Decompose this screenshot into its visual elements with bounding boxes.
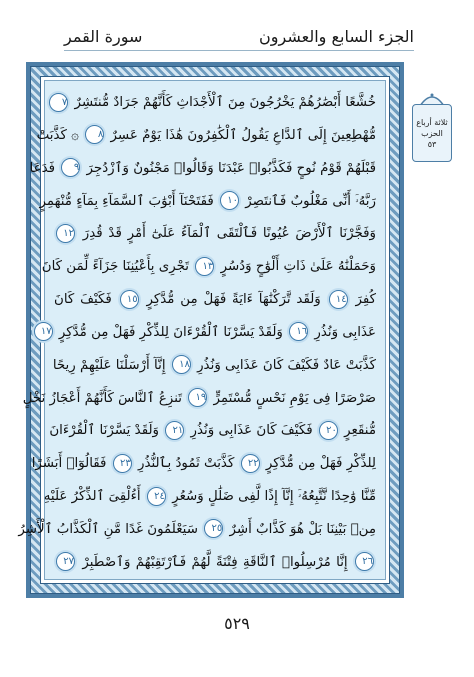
verse-text: تَجْرِى بِأَعْيُنِنَا جَزَآءً لِّمَن كَانَ	[41, 259, 190, 275]
verse-line	[36, 121, 376, 151]
verse-lines	[18, 88, 377, 578]
verse-text: فَكَيْفَ كَانَ	[54, 292, 112, 308]
verse-line	[54, 351, 376, 381]
ayah-number-marker: ٢٠	[319, 421, 338, 440]
ayah-number-marker: ١٨	[172, 355, 191, 374]
juz-name: الجزء السابع والعشرون	[259, 26, 414, 46]
ayah-number-marker: ٢٣	[113, 454, 132, 473]
verse-line	[49, 416, 376, 446]
verse-text: كَذَّبَتْ عَادٌ فَكَيْفَ كَانَ عَذَابِى وَنُذُرِ	[197, 357, 376, 373]
ayah-number-marker: ١٢	[56, 224, 75, 243]
verse-line	[40, 318, 376, 348]
ayah-number-marker: ١٣	[195, 257, 214, 276]
verse-text: وَفَجَّرْنَا ٱلْأَرْضَ عُيُونًا فَٱلْتَقَى ٱلْمَآءُ عَلَىٰٓ أَمْرٍ قَدْ قُدِرَ	[82, 226, 376, 242]
verse-text: خُشَّعًا أَبْصَٰرُهُمْ يَخْرُجُونَ مِنَ ٱلْأَجْدَاثِ كَأَنَّهُمْ جَرَادٌ مُّنتَشِرٌ	[74, 95, 376, 110]
hizb-marker-label: الحزب	[421, 128, 443, 138]
verse-text: مِنۢ بَيْنِنَا بَلْ هُوَ كَذَّابٌ أَشِرٌ	[229, 521, 376, 537]
header-divider	[64, 50, 414, 51]
verse-text: كَذَّبَتْ ثَمُودُ بِٱلنُّذُرِ	[138, 456, 235, 472]
hizb-marker	[410, 92, 454, 164]
ayah-number-marker: ٩	[61, 158, 80, 177]
ayah-number-marker: ٢٦	[355, 552, 374, 571]
verse-line	[39, 187, 376, 217]
verse-text: كُفِرَ	[355, 292, 377, 308]
ayah-number-marker: ٢٢	[241, 454, 260, 473]
ayah-number-marker: ٨	[85, 125, 104, 144]
surah-name: سورة القمر	[64, 26, 143, 46]
ayah-number-marker: ١٧	[34, 322, 53, 341]
verse-text: فَدَعَا	[29, 160, 55, 176]
ayah-number-marker: ٢١	[165, 421, 184, 440]
verse-text: فَفَتَحْنَآ أَبْوَٰبَ ٱلسَّمَآءِ بِمَآءٍ مُّنْهَمِرٍ	[39, 193, 214, 209]
verse-line	[54, 548, 376, 578]
verse-line	[43, 482, 376, 512]
verse-text: تَنزِعُ ٱلنَّاسَ كَأَنَّهُمْ أَعْجَازُ نَخْلٍ	[22, 390, 182, 406]
ayah-number-marker: ١٤	[329, 290, 348, 309]
verse-text: عَذَابِى وَنُذُرِ	[314, 324, 376, 340]
verse-text: ۞ كَذَّبَتْ	[36, 127, 80, 143]
verse-line	[29, 154, 376, 184]
verse-text: قَبْلَهُمْ قَوْمُ نُوحٍ فَكَذَّبُوا۟ عَبْدَنَا وَقَالُوا۟ مَجْنُونٌ وَٱزْدُجِرَ	[86, 160, 376, 176]
verse-line	[41, 252, 376, 282]
verse-text: لِلذِّكْرِ فَهَلْ مِن مُّدَّكِرٍ	[265, 456, 376, 472]
verse-text: أَءُلْقِىَ ٱلذِّكْرُ عَلَيْهِ	[43, 489, 141, 505]
verse-line	[54, 219, 376, 249]
verse-text: وَلَقَدْ يَسَّرْنَا ٱلْقُرْءَانَ لِلذِّكْرِ فَهَلْ مِن مُّدَّكِرٍ	[58, 324, 283, 340]
ayah-number-marker: ١٦	[289, 322, 308, 341]
ayah-number-marker: ١٥	[120, 290, 139, 309]
verse-text: وَحَمَلْنَٰهُ عَلَىٰ ذَاتِ أَلْوَٰحٍ وَدُسُرٍ	[220, 259, 376, 275]
verse-line	[18, 515, 376, 545]
verse-text: فَكَيْفَ كَانَ عَذَابِى وَنُذُرِ	[190, 423, 313, 439]
ayah-number-marker: ٢٤	[147, 487, 166, 506]
ayah-number-marker: ٢٧	[56, 552, 75, 571]
verse-text: وَلَقَدْ يَسَّرْنَا ٱلْقُرْءَانَ	[49, 423, 160, 439]
ayah-number-marker: ١٩	[188, 388, 207, 407]
verse-text: رَبَّهُۥٓ أَنِّى مَغْلُوبٌ فَٱنتَصِرْ	[245, 193, 376, 209]
verse-text: سَيَعْلَمُونَ غَدًا مَّنِ ٱلْكَذَّابُ ٱلْأَشِرُ	[18, 521, 198, 537]
verse-text: وَلَقَد تَّرَكْنَٰهَآ ءَايَةً فَهَلْ مِن مُّدَّكِرٍ	[146, 292, 321, 308]
verse-text: فَقَالُوٓا۟ أَبَشَرًا	[31, 456, 107, 472]
verse-text: إِنَّآ أَرْسَلْنَا عَلَيْهِمْ رِيحًا	[52, 357, 166, 373]
hizb-marker-body	[412, 104, 452, 162]
verse-text: مُّهْطِعِينَ إِلَى ٱلدَّاعِ يَقُولُ ٱلْكَٰفِرُونَ هَٰذَا يَوْمٌ عَسِرٌ	[110, 127, 376, 143]
verse-text: مُّنقَعِرٍ	[344, 423, 376, 439]
verse-line	[54, 285, 376, 315]
page-number: ٥٢٩	[224, 614, 250, 633]
ayah-number-marker: ٧	[49, 93, 68, 112]
verse-text: صَرْصَرًا فِى يَوْمِ نَحْسٍ مُّسْتَمِرٍّ	[213, 390, 376, 406]
hizb-marker-number: ٥٣	[427, 139, 437, 149]
verse-text: إِنَّا مُرْسِلُوا۟ ٱلنَّاقَةِ فِتْنَةً لَّهُمْ فَٱرْتَقِبْهُمْ وَٱصْطَبِرْ	[82, 554, 348, 570]
page-header	[64, 22, 414, 50]
hizb-marker-fraction: ثلاثة أرباع	[416, 117, 448, 127]
verse-line	[31, 449, 376, 479]
verse-line	[22, 384, 376, 414]
ayah-number-marker: ١٠	[220, 191, 239, 210]
ayah-number-marker: ٢٥	[204, 519, 223, 538]
verse-line	[54, 88, 376, 118]
page-frame	[18, 62, 404, 598]
verse-text: مِّنَّا وَٰحِدًا نَّتَّبِعُهُۥٓ إِنَّآ إِذًا لَّفِى ضَلَٰلٍ وَسُعُرٍ	[172, 489, 376, 505]
